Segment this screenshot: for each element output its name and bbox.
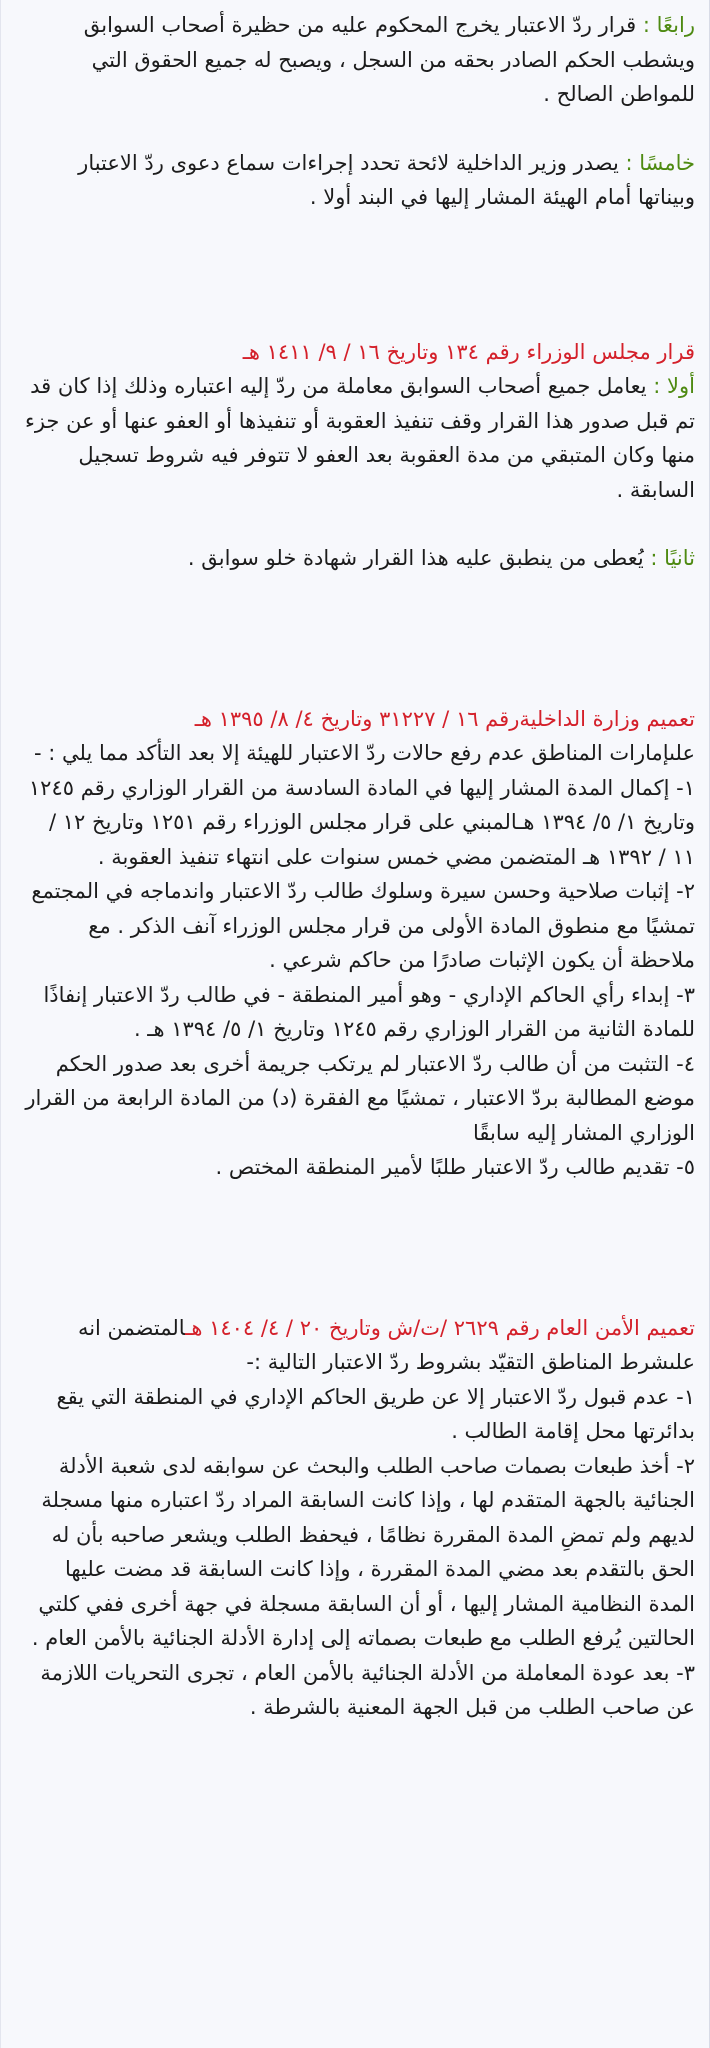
label-fourth: رابعًا : [642,13,695,37]
security-heading-line [23,1311,695,1380]
label-second: ثانيًا : [650,546,695,570]
security-item-1: ١- عدم قبول ردّ الاعتبار إلا عن طريق الحاكم الإداري في المنطقة التي يقع بدائرتها محل إقامة الطالب . [56,1384,695,1443]
heading-security-circular: تعميم الأمن العام رقم ٢٦٢٩ /ت/ش وتاريخ ٢٠ / ٤/ ١٤٠٤ هـ [185,1315,695,1340]
interior-intro: علىإمارات المناطق عدم رفع حالات ردّ الاعتبار للهيئة إلا بعد التأكد مما يلي : - [34,741,695,765]
text-fourth: قرار ردّ الاعتبار يخرج المحكوم عليه من حظيرة أصحاب السوابق ويشطب الحكم الصادر بحقه من السجل ، ويصبح له جميع الحقوق التي للمواطن الصالح . [83,13,695,106]
text-first: يعامل جميع أصحاب السوابق معاملة من ردّ إليه اعتباره وذلك إذا كان قد تم قبل صدور هذا القرار وقف تنفيذ العقوبة أو تنفيذها أو العفو عنها أو عن جزء منها وكان المتبقي من مدة العقوبة بعد العفو لا تتوفر فيه شروط تسجيل السابقة . [24,374,695,502]
security-item-3: ٣- بعد عودة المعاملة من الأدلة الجنائية بالأمن العام ، تجرى التحريات اللازمة عن صاحب الطلب من قبل الجهة المعنية بالشرطة . [40,1660,695,1719]
interior-item-5: ٥- تقديم طالب ردّ الاعتبار طلبًا لأمير المنطقة المختص . [215,1155,695,1179]
interior-item-4: ٤- التثبت من أن طالب ردّ الاعتبار لم يرتكب جريمة أخرى بعد صدور الحكم موضع المطالبة بردّ الاعتبار ، تمشيًا مع الفقرة (د) من المادة الرابعة من القرار الوزاري المشار إليه سابقًا [25,1051,695,1145]
heading-interior-circular: تعميم وزارة الداخليةرقم ١٦ / ٣١٢٢٧ وتاريخ ٤/ ٨/ ١٣٩٥ هـ [194,706,695,731]
text-fifth: يصدر وزير الداخلية لائحة تحدد إجراءات سماع دعوى ردّ الاعتبار وبيناتها أمام الهيئة المشار إليها في البند أولا . [78,150,695,209]
paragraph-fifth [23,146,695,215]
text-second: يُعطى من ينطبق عليه هذا القرار شهادة خلو سوابق . [187,546,651,570]
interior-item-3: ٣- إبداء رأي الحاكم الإداري - وهو أمير المنطقة - في طالب ردّ الاعتبار إنفاذًا للمادة الثانية من القرار الوزاري رقم ١٢٤٥ وتاريخ ١/ ٥/ ١٣٩٤ هـ . [43,982,695,1041]
security-heading-tail: المتضمن انه علىشرط المناطق التقيّد بشروط ردّ الاعتبار التالية :- [77,1315,695,1374]
paragraph-fourth [23,8,695,112]
label-first: أولا : [653,374,695,398]
interior-item-1: ١- إكمال المدة المشار إليها في المادة السادسة من القرار الوزاري رقم ١٢٤٥ وتاريخ ١/ ٥/ ١٣٩٤ هـالمبني على قرار مجلس الوزراء رقم ١٢٥١ وتاريخ ١٢ / ١١ / ١٣٩٢ هـ المتضمن مضي خمس سنوات على انتهاء تنفيذ العقوبة . [28,775,695,869]
label-fifth: خامسًا : [625,150,695,175]
paragraph-first [23,369,695,507]
interior-item-2: ٢- إثبات صلاحية وحسن سيرة وسلوك طالب ردّ الاعتبار واندماجه في المجتمع تمشيًا مع منطوق المادة الأولى من قرار مجلس الوزراء آنف الذكر . مع ملاحظة أن يكون الإثبات صادرًا من حاكم شرعي . [31,879,695,972]
security-item-2: ٢- أخذ طبعات بصمات صاحب الطلب والبحث عن سوابقه لدى شعبة الأدلة الجنائية بالجهة المتقدم لها ، وإذا كانت السابقة المراد ردّ اعتباره منها مسجلة لديهم ولم تمضِ المدة المقررة نظامًا ، فيحفظ الطلب ويشعر صاحبه بأن له الحق بالتقدم بعد مضي المدة المقررة ، وإذا كانت السابقة قد مضت عليها المدة النظامية المشار إليها ، أو أن السابقة مسجلة في جهة أخرى ففي كلتي الحالتين يُرفع الطلب مع طبعات بصماته إلى إدارة الأدلة الجنائية بالأمن العام . [31,1453,695,1650]
paragraph-second [23,541,695,576]
heading-cabinet-decision: قرار مجلس الوزراء رقم ١٣٤ وتاريخ ١٦ / ٩/ ١٤١١ هـ [242,339,695,364]
